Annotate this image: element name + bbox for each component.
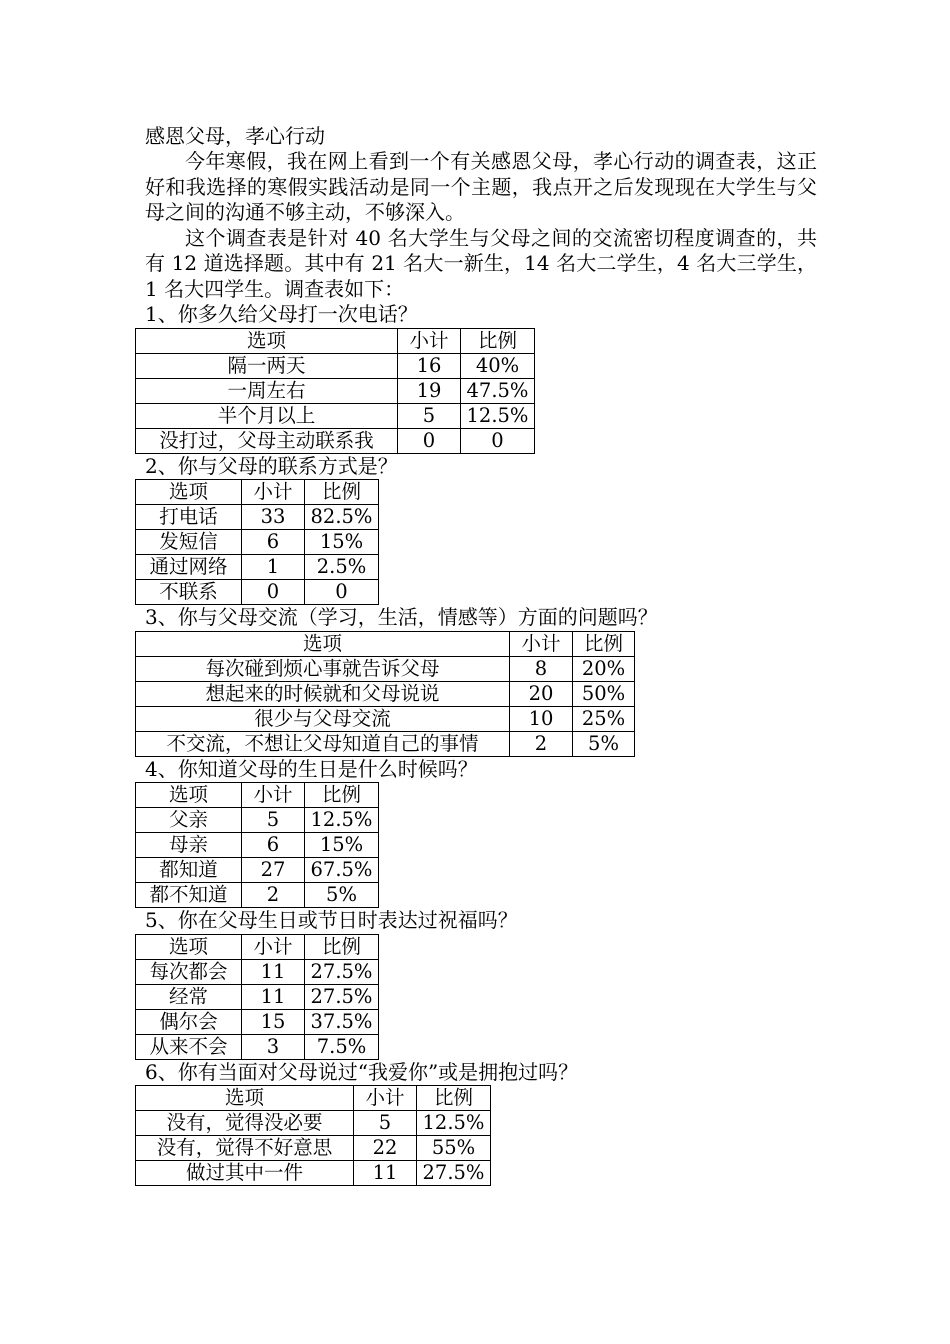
- header-cell: 选项: [136, 783, 242, 808]
- table-header-row: [136, 328, 535, 353]
- ratio-cell: 7.5%: [305, 1034, 379, 1059]
- table-row: [136, 1009, 379, 1034]
- table-row: [136, 681, 635, 706]
- option-cell: 不联系: [136, 580, 242, 605]
- table-row: [136, 883, 379, 908]
- survey-table-5: [135, 934, 379, 1060]
- table-row: [136, 1111, 491, 1136]
- option-cell: 没打过，父母主动联系我: [136, 428, 398, 453]
- header-cell: 小计: [242, 934, 305, 959]
- count-cell: 0: [398, 428, 461, 453]
- option-cell: 每次都会: [136, 959, 242, 984]
- count-cell: 6: [242, 530, 305, 555]
- table-row: [136, 378, 535, 403]
- count-cell: 0: [242, 580, 305, 605]
- ratio-cell: 12.5%: [461, 403, 535, 428]
- survey-table-6: [135, 1085, 491, 1186]
- header-cell: 比例: [305, 783, 379, 808]
- option-cell: 都不知道: [136, 883, 242, 908]
- table-header-row: [136, 1086, 491, 1111]
- count-cell: 2: [242, 883, 305, 908]
- survey-table-4: [135, 782, 379, 908]
- table-row: [136, 530, 379, 555]
- header-cell: 小计: [510, 631, 573, 656]
- count-cell: 5: [354, 1111, 417, 1136]
- ratio-cell: 15%: [305, 833, 379, 858]
- header-cell: 比例: [573, 631, 635, 656]
- count-cell: 16: [398, 353, 461, 378]
- ratio-cell: 25%: [573, 706, 635, 731]
- header-cell: 选项: [136, 631, 510, 656]
- intro-paragraph-2: 这个调查表是针对 40 名大学生与父母之间的交流密切程度调查的，共有 12 道选择题。其中有 21 名大一新生，14 名大二学生，4 名大三学生，1 名大四学生。调查表如下：: [145, 225, 817, 301]
- option-cell: 隔一两天: [136, 353, 398, 378]
- count-cell: 6: [242, 833, 305, 858]
- question-6: 6、你有当面对父母说过“我爱你”或是拥抱过吗？: [145, 1059, 579, 1084]
- count-cell: 5: [398, 403, 461, 428]
- table-row: [136, 858, 379, 883]
- ratio-cell: 47.5%: [461, 378, 535, 403]
- option-cell: 经常: [136, 984, 242, 1009]
- table-row: [136, 833, 379, 858]
- ratio-cell: 2.5%: [305, 555, 379, 580]
- ratio-cell: 27.5%: [305, 984, 379, 1009]
- ratio-cell: 82.5%: [305, 505, 379, 530]
- ratio-cell: 55%: [417, 1136, 491, 1161]
- header-cell: 比例: [305, 934, 379, 959]
- ratio-cell: 15%: [305, 530, 379, 555]
- count-cell: 5: [242, 808, 305, 833]
- ratio-cell: 67.5%: [305, 858, 379, 883]
- option-cell: 很少与父母交流: [136, 706, 510, 731]
- ratio-cell: 37.5%: [305, 1009, 379, 1034]
- table-row: [136, 428, 535, 453]
- document-page: [145, 124, 825, 1186]
- table-row: [136, 403, 535, 428]
- count-cell: 11: [242, 984, 305, 1009]
- table-header-row: [136, 934, 379, 959]
- survey-table-1: [135, 328, 535, 454]
- ratio-cell: 12.5%: [305, 808, 379, 833]
- option-cell: 父亲: [136, 808, 242, 833]
- table-row: [136, 505, 379, 530]
- ratio-cell: 12.5%: [417, 1111, 491, 1136]
- option-cell: 打电话: [136, 505, 242, 530]
- table-row: [136, 1034, 379, 1059]
- option-cell: 半个月以上: [136, 403, 398, 428]
- count-cell: 15: [242, 1009, 305, 1034]
- option-cell: 做过其中一件: [136, 1161, 354, 1186]
- count-cell: 22: [354, 1136, 417, 1161]
- count-cell: 1: [242, 555, 305, 580]
- table-row: [136, 555, 379, 580]
- count-cell: 19: [398, 378, 461, 403]
- table-header-row: [136, 480, 379, 505]
- count-cell: 11: [242, 959, 305, 984]
- question-3: 3、你与父母交流（学习，生活，情感等）方面的问题吗？: [145, 605, 658, 629]
- header-cell: 选项: [136, 1086, 354, 1111]
- option-cell: 想起来的时候就和父母说说: [136, 681, 510, 706]
- table-row: [136, 353, 535, 378]
- header-cell: 比例: [461, 328, 535, 353]
- count-cell: 11: [354, 1161, 417, 1186]
- ratio-cell: 27.5%: [417, 1161, 491, 1186]
- ratio-cell: 40%: [461, 353, 535, 378]
- option-cell: 每次碰到烦心事就告诉父母: [136, 656, 510, 681]
- count-cell: 2: [510, 731, 573, 756]
- option-cell: 不交流，不想让父母知道自己的事情: [136, 731, 510, 756]
- header-cell: 选项: [136, 934, 242, 959]
- option-cell: 没有，觉得不好意思: [136, 1136, 354, 1161]
- document-title: 感恩父母，孝心行动: [145, 124, 325, 148]
- table-row: [136, 1161, 491, 1186]
- header-cell: 小计: [398, 328, 461, 353]
- table-row: [136, 731, 635, 756]
- count-cell: 10: [510, 706, 573, 731]
- ratio-cell: 5%: [573, 731, 635, 756]
- option-cell: 都知道: [136, 858, 242, 883]
- table-row: [136, 808, 379, 833]
- table-row: [136, 656, 635, 681]
- ratio-cell: 5%: [305, 883, 379, 908]
- survey-table-2: [135, 479, 379, 605]
- option-cell: 发短信: [136, 530, 242, 555]
- intro-paragraph-1: 今年寒假，我在网上看到一个有关感恩父母，孝心行动的调查表，这正好和我选择的寒假实践活动是同一个主题，我点开之后发现现在大学生与父母之间的沟通不够主动，不够深入。: [145, 149, 817, 224]
- count-cell: 8: [510, 656, 573, 681]
- ratio-cell: 20%: [573, 656, 635, 681]
- option-cell: 从来不会: [136, 1034, 242, 1059]
- header-cell: 选项: [136, 480, 242, 505]
- table-row: [136, 580, 379, 605]
- header-cell: 选项: [136, 328, 398, 353]
- question-1: 1、你多久给父母打一次电话？: [145, 302, 418, 326]
- table-row: [136, 1136, 491, 1161]
- count-cell: 27: [242, 858, 305, 883]
- option-cell: 通过网络: [136, 555, 242, 580]
- option-cell: 偶尔会: [136, 1009, 242, 1034]
- header-cell: 小计: [354, 1086, 417, 1111]
- question-4: 4、你知道父母的生日是什么时候吗？: [145, 756, 478, 781]
- question-2: 2、你与父母的联系方式是？: [145, 453, 398, 478]
- option-cell: 没有，觉得没必要: [136, 1111, 354, 1136]
- ratio-cell: 0: [461, 428, 535, 453]
- table-row: [136, 959, 379, 984]
- option-cell: 母亲: [136, 833, 242, 858]
- header-cell: 比例: [305, 480, 379, 505]
- ratio-cell: 50%: [573, 681, 635, 706]
- ratio-cell: 0: [305, 580, 379, 605]
- table-row: [136, 706, 635, 731]
- table-header-row: [136, 631, 635, 656]
- question-5: 5、你在父母生日或节日时表达过祝福吗？: [145, 908, 518, 932]
- survey-table-3: [135, 631, 635, 757]
- ratio-cell: 27.5%: [305, 959, 379, 984]
- header-cell: 比例: [417, 1086, 491, 1111]
- table-header-row: [136, 783, 379, 808]
- survey-section: [145, 302, 825, 1186]
- count-cell: 20: [510, 681, 573, 706]
- header-cell: 小计: [242, 783, 305, 808]
- header-cell: 小计: [242, 480, 305, 505]
- count-cell: 33: [242, 505, 305, 530]
- option-cell: 一周左右: [136, 378, 398, 403]
- count-cell: 3: [242, 1034, 305, 1059]
- table-row: [136, 984, 379, 1009]
